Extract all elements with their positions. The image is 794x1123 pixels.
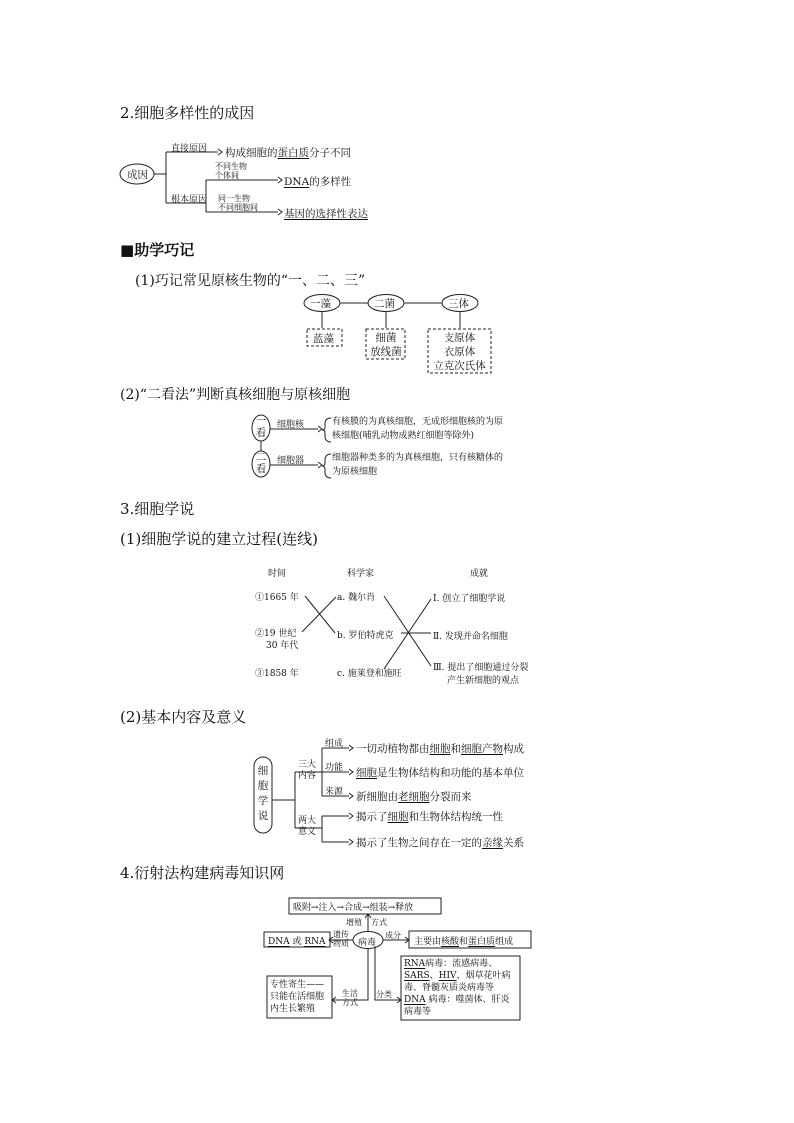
replication-steps: 吸附→注入→合成→组装→释放 [293,903,414,913]
cell-theory-root: 细 胞 学 说 [257,765,269,822]
sec2-title: 2.细胞多样性的成因 [120,104,255,122]
label-classification: 分类 [376,990,392,999]
dna-diversity: DNA的多样性 [284,176,352,188]
classification-box: RNA病毒：流感病毒、 SARS、HIV、烟草花叶病 毒、脊髓灰质炎病毒等 DNA 病毒：噬菌体、肝炎 病毒等 [404,959,511,1017]
look-two-text: 细胞器种类多的为真核细胞，只有核糖体的 为原核细胞 [332,453,504,477]
time-30s: 30 年代 [266,641,299,651]
time-1858: ③1858 年 [255,669,299,679]
sec4-title: 4.衍射法构建病毒知识网 [120,864,285,882]
col-time: 时间 [268,569,287,579]
box-bacteria: 细菌 放线菌 [370,332,402,358]
col-scientist: 科学家 [347,569,375,579]
node-two-bacteria: 二菌 [374,298,395,310]
node-one-algae: 一藻 [310,298,331,310]
look-two: 二 看 [255,451,267,475]
label-genetic: 遗传 物质 [333,930,349,948]
look-one: 一 看 [255,415,267,439]
meaning-1: 揭示了细胞和生物体结构统一性 [356,811,503,823]
content-2: 细胞是生物体结构和功能的基本单位 [356,767,524,779]
direct-cause-result: 构成细胞的蛋白质分子不同 [225,147,351,159]
organelle-label: 细胞器 [277,456,305,466]
sec3-title: 3.细胞学说 [120,500,195,518]
result-2: Ⅱ. 发现并命名细胞 [433,632,508,642]
nucleus-label: 细胞核 [277,420,305,430]
diff-organism-label: 不同生物 个体间 [215,162,247,180]
meaning-2: 揭示了生物之间存在一定的亲缘关系 [356,837,524,849]
content-1: 一切动植物都由细胞和细胞产物构成 [356,743,524,755]
composition-box: 主要由核酸和蛋白质组成 [414,937,514,947]
item-function: 功能 [325,763,344,773]
scientist-schleiden-schwann: c. 施莱登和施旺 [337,669,402,679]
same-organism-label: 同一生物 不同细胞间 [218,194,258,212]
look-one-text: 有核膜的为真核细胞，无成形细胞核的为原 核细胞(哺乳动物成熟红细胞等除外) [332,417,504,441]
label-mode: 方式 [371,918,387,927]
help-sub2: (2)“二看法”判断真核细胞与原核细胞 [120,387,351,403]
virus-center: 病毒 [358,938,377,948]
scientist-hooke: b. 罗伯特虎克 [337,631,394,641]
two-meanings: 两大 意义 [298,816,317,837]
life-mode-box: 专性寄生—— 只能在活细胞 内生长繁殖 [270,980,325,1014]
box-bodies: 支原体 衣原体 立克次氏体 [433,332,486,372]
help-sub1: (1)巧记常见原核生物的“一、二、三” [135,273,366,289]
label-proliferation: 增殖 [346,918,362,927]
label-life: 生活 方式 [342,989,358,1007]
three-contents: 三大 内容 [298,760,317,781]
item-source: 来源 [325,787,344,797]
sec2-root-label: 成因 [127,169,148,181]
sec3-sub1: (1)细胞学说的建立过程(连线) [120,530,318,548]
help-title: ■助学巧记 [120,241,195,259]
time-19c: ②19 世纪 [255,629,297,639]
time-1665: ①1665 年 [255,593,299,603]
item-composition: 组成 [325,739,344,749]
direct-cause-label: 直接原因 [171,144,208,154]
genetic-material-box: DNA 或 RNA [268,937,326,947]
root-cause-label: 根本原因 [171,195,208,205]
content-3: 新细胞由老细胞分裂而来 [356,791,472,803]
result-3b: 产生新细胞的观点 [447,676,520,686]
node-three-bodies: 三体 [448,298,469,310]
col-result: 成就 [470,569,489,579]
label-composition: 成分 [385,931,401,940]
result-1: Ⅰ. 创立了细胞学说 [433,594,506,604]
box-algae: 蓝藻 [313,333,334,345]
gene-expression: 基因的选择性表达 [284,208,368,220]
sec3-sub2: (2)基本内容及意义 [120,708,247,726]
result-3: Ⅲ. 提出了细胞通过分裂 [433,663,529,673]
scientist-virchow: a. 魏尔肖 [337,593,376,603]
